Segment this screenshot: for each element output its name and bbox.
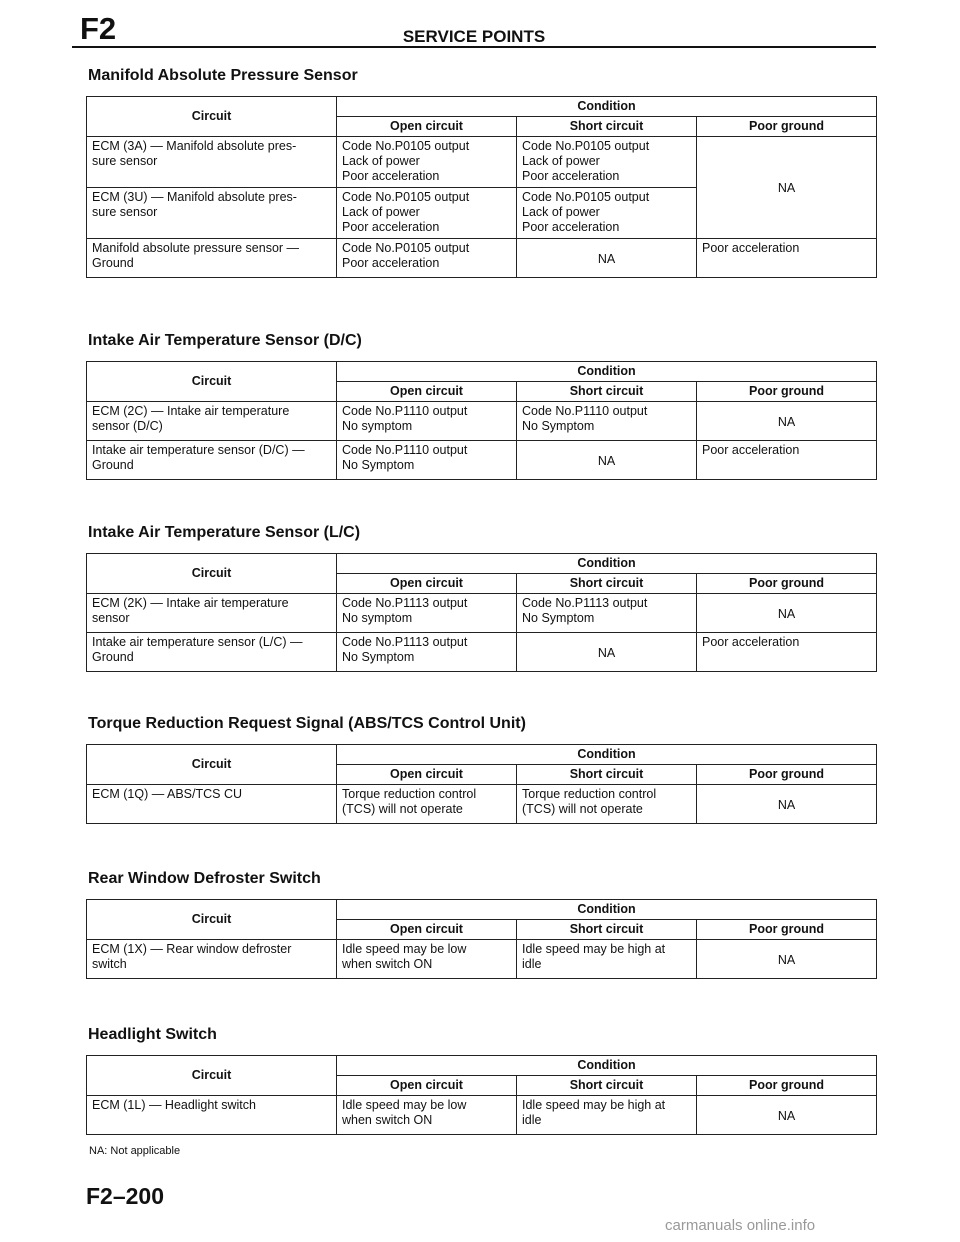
open-circuit-cell (337, 633, 517, 672)
header-circuit: Circuit (87, 900, 337, 940)
watermark: carmanuals online.info (665, 1217, 816, 1234)
table-iat-dc (86, 361, 877, 480)
header-condition: Condition (337, 1056, 877, 1076)
condition-line: Idle speed may be low (342, 942, 467, 956)
condition-line: No Symptom (342, 650, 415, 664)
open-circuit-cell (337, 940, 517, 979)
circuit-cell (87, 137, 337, 188)
table-headlight-switch (86, 1055, 877, 1135)
circuit-line: switch (92, 957, 127, 971)
header-poor-ground: Poor ground (697, 382, 877, 402)
header-short-circuit: Short circuit (517, 574, 697, 594)
condition-line: Code No.P0105 output (342, 139, 470, 153)
circuit-line: Ground (92, 458, 134, 472)
header-poor-ground: Poor ground (697, 117, 877, 137)
circuit-line: ECM (3A) — Manifold absolute pres- (92, 139, 297, 153)
header-open-circuit: Open circuit (337, 117, 517, 137)
header-poor-ground: Poor ground (697, 1076, 877, 1096)
circuit-line: sensor (D/C) (92, 419, 163, 433)
short-circuit-cell (517, 137, 697, 188)
condition-line: Poor acceleration (342, 220, 440, 234)
condition-line: No Symptom (342, 458, 415, 472)
section-code: F2 (80, 11, 117, 46)
condition-line: idle (522, 957, 542, 971)
table-row (87, 785, 877, 824)
condition-line: Code No.P0105 output (342, 190, 470, 204)
condition-line: Code No.P0105 output (522, 139, 650, 153)
circuit-line: ECM (2C) — Intake air temperature (92, 404, 290, 418)
header-short-circuit: Short circuit (517, 117, 697, 137)
table-row (87, 940, 877, 979)
condition-line: (TCS) will not operate (342, 802, 463, 816)
condition-line: Poor acceleration (522, 169, 620, 183)
condition-line: when switch ON (342, 1113, 433, 1127)
open-circuit-cell (337, 441, 517, 480)
short-circuit-cell (517, 594, 697, 633)
condition-line: Torque reduction control (342, 787, 477, 801)
circuit-line: ECM (1X) — Rear window defroster (92, 942, 292, 956)
condition-line: Code No.P1113 output (342, 635, 468, 649)
footnote: NA: Not applicable (89, 1145, 181, 1157)
open-circuit-cell (337, 402, 517, 441)
header-short-circuit: Short circuit (517, 765, 697, 785)
condition-line: Poor acceleration (342, 169, 440, 183)
header-circuit: Circuit (87, 97, 337, 137)
header-open-circuit: Open circuit (337, 1076, 517, 1096)
circuit-cell (87, 402, 337, 441)
condition-line: Code No.P1113 output (522, 596, 648, 610)
condition-line: Code No.P0105 output (342, 241, 470, 255)
condition-line: Code No.P1110 output (522, 404, 648, 418)
poor-ground-cell: NA (697, 402, 877, 441)
short-circuit-cell (517, 1096, 697, 1135)
condition-line: No symptom (342, 611, 413, 625)
condition-line: No symptom (342, 419, 413, 433)
condition-line: Torque reduction control (522, 787, 657, 801)
poor-ground-cell: Poor acceleration (697, 633, 877, 672)
header-poor-ground: Poor ground (697, 765, 877, 785)
header-condition: Condition (337, 745, 877, 765)
header-short-circuit: Short circuit (517, 1076, 697, 1096)
circuit-line: ECM (2K) — Intake air temperature (92, 596, 289, 610)
circuit-line: ECM (1Q) — ABS/TCS CU (92, 787, 243, 801)
condition-line: Code No.P1110 output (342, 404, 468, 418)
table-row (87, 633, 877, 672)
section-title-iat-lc: Intake Air Temperature Sensor (L/C) (88, 524, 361, 541)
open-circuit-cell (337, 137, 517, 188)
header-open-circuit: Open circuit (337, 574, 517, 594)
condition-line: Lack of power (342, 154, 420, 168)
table-row (87, 594, 877, 633)
page-header (72, 10, 876, 48)
circuit-cell (87, 633, 337, 672)
short-circuit-cell (517, 402, 697, 441)
condition-line: (TCS) will not operate (522, 802, 643, 816)
open-circuit-cell (337, 594, 517, 633)
condition-line: Lack of power (522, 205, 600, 219)
circuit-line: ECM (1L) — Headlight switch (92, 1098, 256, 1112)
open-circuit-cell (337, 785, 517, 824)
section-title-headlight-switch: Headlight Switch (88, 1026, 217, 1043)
table-iat-lc (86, 553, 877, 672)
table-rear-defroster (86, 899, 877, 979)
condition-line: Code No.P0105 output (522, 190, 650, 204)
header-condition: Condition (337, 97, 877, 117)
header-poor-ground: Poor ground (697, 574, 877, 594)
table-row (87, 137, 877, 188)
circuit-cell (87, 239, 337, 278)
condition-line: Idle speed may be high at (522, 942, 666, 956)
poor-ground-cell: NA (697, 1096, 877, 1135)
table-row (87, 402, 877, 441)
condition-line: Lack of power (522, 154, 600, 168)
poor-ground-cell: NA (697, 137, 877, 239)
table-row (87, 239, 877, 278)
section-title-map-sensor: Manifold Absolute Pressure Sensor (88, 67, 358, 84)
poor-ground-cell: NA (697, 785, 877, 824)
circuit-line: sure sensor (92, 205, 158, 219)
condition-line: Idle speed may be high at (522, 1098, 666, 1112)
poor-ground-cell: Poor acceleration (697, 239, 877, 278)
header-open-circuit: Open circuit (337, 765, 517, 785)
table-map-sensor (86, 96, 877, 278)
section-title-torque-reduction: Torque Reduction Request Signal (ABS/TCS Control Unit) (88, 715, 526, 732)
section-title-rear-defroster: Rear Window Defroster Switch (88, 870, 321, 887)
short-circuit-cell: NA (517, 239, 697, 278)
circuit-cell (87, 441, 337, 480)
open-circuit-cell (337, 1096, 517, 1135)
condition-line: Code No.P1110 output (342, 443, 468, 457)
section-title-iat-dc: Intake Air Temperature Sensor (D/C) (88, 332, 362, 349)
header-condition: Condition (337, 554, 877, 574)
circuit-line: Ground (92, 650, 134, 664)
circuit-line: Intake air temperature sensor (D/C) — (92, 443, 305, 457)
page-number: F2–200 (86, 1183, 165, 1209)
short-circuit-cell (517, 785, 697, 824)
circuit-line: sensor (92, 611, 130, 625)
table-row (87, 441, 877, 480)
condition-line: No Symptom (522, 419, 595, 433)
condition-line: idle (522, 1113, 542, 1127)
header-short-circuit: Short circuit (517, 382, 697, 402)
open-circuit-cell (337, 188, 517, 239)
header-circuit: Circuit (87, 554, 337, 594)
header-condition: Condition (337, 900, 877, 920)
circuit-line: ECM (3U) — Manifold absolute pres- (92, 190, 297, 204)
poor-ground-cell: Poor acceleration (697, 441, 877, 480)
condition-line: Poor acceleration (522, 220, 620, 234)
header-circuit: Circuit (87, 1056, 337, 1096)
header-circuit: Circuit (87, 745, 337, 785)
header-short-circuit: Short circuit (517, 920, 697, 940)
header-poor-ground: Poor ground (697, 920, 877, 940)
header-circuit: Circuit (87, 362, 337, 402)
condition-line: No Symptom (522, 611, 595, 625)
short-circuit-cell: NA (517, 441, 697, 480)
circuit-line: sure sensor (92, 154, 158, 168)
circuit-line: Intake air temperature sensor (L/C) — (92, 635, 303, 649)
poor-ground-cell: NA (697, 594, 877, 633)
condition-line: Code No.P1113 output (342, 596, 468, 610)
short-circuit-cell (517, 188, 697, 239)
header-open-circuit: Open circuit (337, 382, 517, 402)
circuit-cell (87, 188, 337, 239)
circuit-cell (87, 1096, 337, 1135)
table-row (87, 1096, 877, 1135)
circuit-line: Manifold absolute pressure sensor — (92, 241, 300, 255)
condition-line: when switch ON (342, 957, 433, 971)
condition-line: Lack of power (342, 205, 420, 219)
condition-line: Idle speed may be low (342, 1098, 467, 1112)
circuit-cell (87, 594, 337, 633)
poor-ground-cell: NA (697, 940, 877, 979)
short-circuit-cell (517, 940, 697, 979)
table-torque-reduction (86, 744, 877, 824)
short-circuit-cell: NA (517, 633, 697, 672)
page-title: SERVICE POINTS (402, 27, 546, 46)
condition-line: Poor acceleration (342, 256, 440, 270)
open-circuit-cell (337, 239, 517, 278)
circuit-line: Ground (92, 256, 134, 270)
header-condition: Condition (337, 362, 877, 382)
header-open-circuit: Open circuit (337, 920, 517, 940)
circuit-cell (87, 940, 337, 979)
circuit-cell (87, 785, 337, 824)
